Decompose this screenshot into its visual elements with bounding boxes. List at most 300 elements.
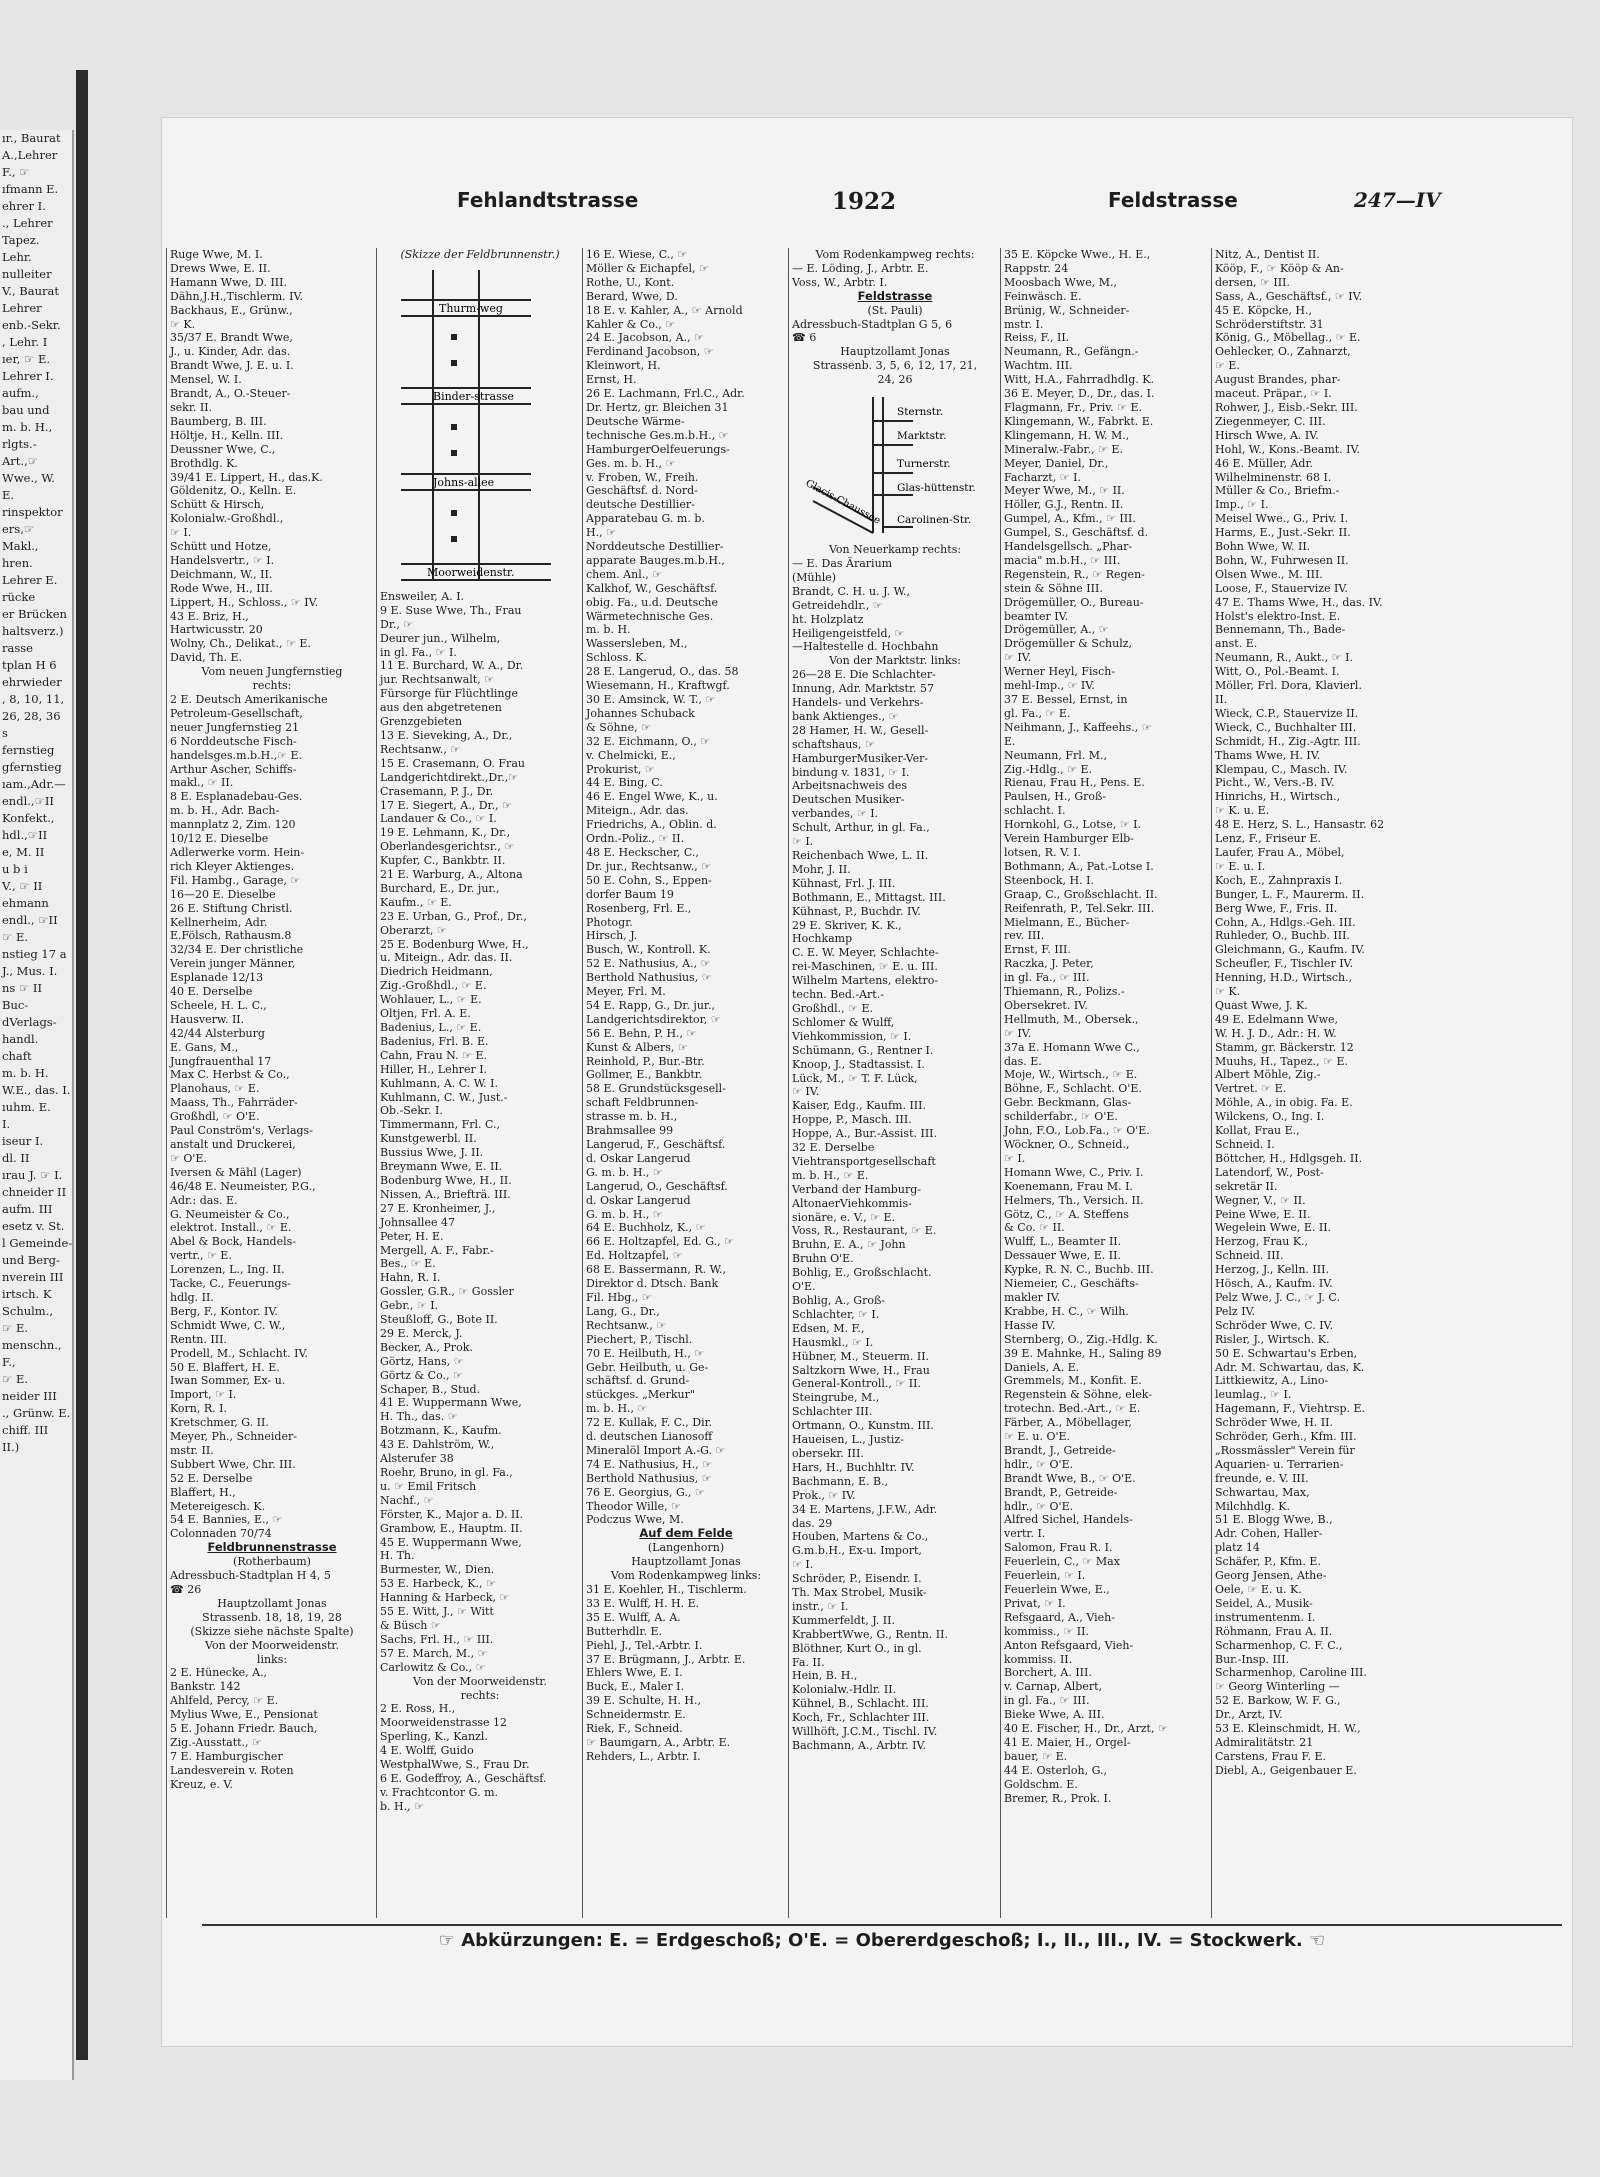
directory-entry-line: Kalkhof, W., Geschäftsf. xyxy=(586,581,718,595)
directory-entry-line: dersen, ☞ III. xyxy=(1215,275,1290,289)
directory-entry-line: in gl. Fa., ☞ I. xyxy=(380,645,457,659)
scan-edge xyxy=(76,70,88,2060)
directory-entry-line: 50 E. Cohn, S., Eppen- xyxy=(586,873,712,887)
directory-entry-line: 40 E. Derselbe xyxy=(170,985,253,999)
directory-entry-line: Deutschen Musiker- xyxy=(792,793,905,807)
previous-page-line: nulleiter xyxy=(2,267,52,281)
header-right-street: Feldstrasse xyxy=(1108,188,1238,212)
previous-page-line: neider III xyxy=(2,1389,57,1403)
directory-entry-line: (Mühle) xyxy=(792,570,837,584)
street-sketch-svg xyxy=(381,264,576,586)
directory-entry-line: Hagemann, F., Viehtrsp. E. xyxy=(1215,1402,1366,1416)
directory-entry-line: Bohn, W., Fuhrwesen II. xyxy=(1215,553,1349,567)
directory-entry-line: Berard, Wwe, D. xyxy=(586,289,678,303)
directory-entry-line: 44 E. Osterloh, G., xyxy=(1004,1763,1107,1777)
directory-entry-line: hdlr., ☞ O'E. xyxy=(1004,1499,1074,1513)
directory-entry-line: m. b. H., ☞ E. xyxy=(792,1168,869,1182)
directory-entry-line: Hirsch, J. xyxy=(586,929,638,943)
directory-entry-line: Rosenberg, Frl. E., xyxy=(586,901,692,915)
directory-entry-line: 34 E. Martens, J.F.W., Adr. xyxy=(792,1502,938,1516)
directory-entry-line: Koch, Fr., Schlachter III. xyxy=(792,1711,930,1725)
directory-entry-line: Lenz, F., Friseur E. xyxy=(1215,832,1322,846)
previous-page-line: ns ☞ II xyxy=(2,981,43,995)
directory-entry-line: Wohlauer, L., ☞ E. xyxy=(380,993,482,1007)
directory-entry-line: Brandt Wwe, J. E. u. I. xyxy=(170,359,294,373)
directory-entry-line: Möller, Frl. Dora, Klavierl. xyxy=(1215,679,1362,693)
directory-entry-line: 33 E. Wulff, H. H. E. xyxy=(586,1596,700,1610)
directory-entry-line: Bur.-Insp. III. xyxy=(1215,1652,1290,1666)
directory-entry-line: macia" m.b.H., ☞ III. xyxy=(1004,553,1121,567)
directory-entry-line: Großhdl., ☞ E. xyxy=(792,1001,874,1015)
directory-entry-line: Carlowitz & Co., ☞ xyxy=(380,1660,486,1674)
directory-entry-line: Schmidt, H., Zig.-Agtr. III. xyxy=(1215,734,1361,748)
directory-entry-line: 27 E. Kronheimer, J., xyxy=(380,1201,496,1215)
directory-entry-line: Ruge Wwe, M. I. xyxy=(170,248,263,261)
directory-entry-line: John, F.O., Lob.Fa., ☞ O'E. xyxy=(1004,1124,1150,1138)
directory-entry-line: Ortmann, O., Kunstm. III. xyxy=(792,1419,934,1433)
directory-entry-line: 41 E. Wuppermann Wwe, xyxy=(380,1396,522,1410)
directory-entry-line: d. Oskar Langerud xyxy=(586,1151,691,1165)
directory-entry-line: Obersekret. IV. xyxy=(1004,998,1088,1012)
directory-entry-line: Hirsch Wwe, A. IV. xyxy=(1215,428,1319,442)
directory-entry-line: Anton Refsgaard, Vieh- xyxy=(1004,1638,1134,1652)
directory-entry-line: II. xyxy=(1215,693,1228,706)
directory-entry-line: Ferdinand Jacobson, ☞ xyxy=(586,345,714,359)
directory-entry-line: Regenstein, R., ☞ Regen- xyxy=(1004,567,1145,581)
directory-entry-line: Nitz, A., Dentist II. xyxy=(1215,248,1320,261)
directory-entry-line: Becker, A., Prok. xyxy=(380,1340,473,1354)
directory-entry-line: Verein junger Männer, xyxy=(170,957,296,971)
previous-page-line: tplan H 6 xyxy=(2,658,57,672)
map-label-marktstr: Marktstr. xyxy=(897,430,947,443)
directory-entry-line: Brünig, W., Schneider- xyxy=(1004,303,1130,317)
previous-page-line: Lehrer xyxy=(2,301,42,315)
directory-entry-line: Lorenzen, L., Ing. II. xyxy=(170,1263,285,1277)
directory-entry-line: Koenemann, Frau M. I. xyxy=(1004,1179,1133,1193)
directory-entry-line: chem. Anl., ☞ xyxy=(586,567,663,581)
directory-entry-line: Ehlers Wwe, E. I. xyxy=(586,1666,683,1680)
directory-entry-line: Gebr., ☞ I. xyxy=(380,1299,439,1313)
directory-entry-line: 24, 26 xyxy=(877,373,913,387)
directory-entry-line: Schwartau, Max, xyxy=(1215,1485,1310,1499)
previous-page-line: F., xyxy=(2,1355,16,1369)
previous-page-line: J., Mus. I. xyxy=(2,964,58,978)
directory-entry-line: Schütt & Hirsch, xyxy=(170,498,265,512)
directory-entry-line: Drögemüller, A., ☞ xyxy=(1004,623,1109,637)
directory-entry-line: bank Aktienges., ☞ xyxy=(792,709,899,723)
directory-entry-line: Schröder Wwe, H. II. xyxy=(1215,1416,1333,1430)
directory-entry-line: ☞ I. xyxy=(170,526,192,540)
directory-entry-line: Berthold Nathusius, ☞ xyxy=(586,971,712,985)
directory-entry-line: Admiralitätstr. 21 xyxy=(1215,1735,1314,1749)
directory-entry-line: 13 E. Sieveking, A., Dr., xyxy=(380,728,513,742)
directory-entry-line: 17 E. Siegert, A., Dr., ☞ xyxy=(380,798,512,812)
directory-entry-line: 49 E. Edelmann Wwe, xyxy=(1215,1012,1338,1026)
directory-entry-line: Diebl, A., Geigenbauer E. xyxy=(1215,1763,1357,1777)
directory-entry-line: Strassenb. 18, 18, 19, 28 xyxy=(202,1610,342,1624)
directory-entry-line: schaft Feldbrunnen- xyxy=(586,1096,699,1110)
directory-entry-line: 8 E. Esplanadebau-Ges. xyxy=(170,790,303,804)
directory-entry-line: Rappstr. 24 xyxy=(1004,261,1069,275)
directory-entry-line: Podczus Wwe, M. xyxy=(586,1513,684,1527)
directory-entry-line: Sternberg, O., Zig.-Hdlg. K. xyxy=(1004,1332,1158,1346)
directory-entry-line: Deurer jun., Wilhelm, xyxy=(380,631,501,645)
directory-entry-line: 48 E. Heckscher, C., xyxy=(586,845,699,859)
directory-entry-line: Ahlfeld, Percy, ☞ E. xyxy=(170,1694,279,1708)
directory-entry-line: Handelsvertr., ☞ I. xyxy=(170,553,275,567)
directory-entry-line: Lang, G., Dr., xyxy=(586,1304,660,1318)
directory-entry-line: Drögemüller, O., Bureau- xyxy=(1004,595,1144,609)
directory-entry-line: Hösch, A., Kaufm. IV. xyxy=(1215,1277,1333,1291)
directory-entry-line: Colonnaden 70/74 xyxy=(170,1527,272,1541)
directory-entry-line: Houben, Martens & Co., xyxy=(792,1530,929,1544)
directory-entry-line: 46 E. Müller, Adr. xyxy=(1215,456,1313,470)
directory-entry-line: Klingemann, W., Fabrkt. E. xyxy=(1004,414,1154,428)
directory-entry-line: Brandt, C. H. u. J. W., xyxy=(792,584,911,598)
previous-page-line: s xyxy=(2,726,8,740)
directory-entry-line: Loose, F., Stauervize IV. xyxy=(1215,581,1348,595)
previous-page-line: haltsverz.) xyxy=(2,624,64,638)
directory-entry-line: strasse m. b. H., xyxy=(586,1110,678,1124)
directory-entry-line: maceut. Präpar., ☞ I. xyxy=(1215,387,1332,401)
directory-entry-line: Von der Moorweidenstr. xyxy=(205,1638,339,1652)
directory-entry-line: Oele, ☞ E. u. K. xyxy=(1215,1583,1302,1596)
directory-entry-line: Metereigesch. K. xyxy=(170,1499,266,1513)
directory-entry-line: 15 E. Crasemann, O. Frau xyxy=(380,756,525,770)
directory-entry-line: schaftshaus, ☞ xyxy=(792,737,875,751)
directory-entry-line: Graap, C., Großschlacht. II. xyxy=(1004,887,1158,901)
directory-entry-line: KrabbertWwe, G., Rentn. II. xyxy=(792,1627,948,1641)
directory-entry-line: Feuerlein, ☞ I. xyxy=(1004,1569,1086,1583)
directory-entry-line: Apparatebau G. m. b. xyxy=(586,512,705,526)
directory-entry-line: ☞ E. u. O'E. xyxy=(1004,1430,1071,1444)
previous-page-line: Lehrer E. xyxy=(2,573,58,587)
directory-entry-line: Wassersleben, M., xyxy=(586,637,688,651)
directory-entry-line: schäftsf. d. Grund- xyxy=(586,1374,690,1388)
directory-entry-line: gl. Fa., ☞ E. xyxy=(1004,706,1071,720)
directory-entry-line: Daniels, A. E. xyxy=(1004,1360,1080,1374)
previous-page-line: er Brücken xyxy=(2,607,67,621)
directory-entry-line: kommiss. II. xyxy=(1004,1652,1073,1666)
directory-entry-line: Schlachter III. xyxy=(792,1405,873,1419)
directory-entry-line: 55 E. Witt, J., ☞ Witt xyxy=(380,1605,494,1619)
directory-entry-line: Krabbe, H. C., ☞ Wilh. xyxy=(1004,1304,1129,1318)
directory-entry-line: Gremmels, M., Konfit. E. xyxy=(1004,1374,1142,1388)
map-caption: (Skizze der Feldbrunnenstr.) xyxy=(400,248,560,261)
directory-entry-line: Kuhlmann, C. W., Just.- xyxy=(380,1090,508,1104)
directory-entry-line: Abel & Bock, Handels- xyxy=(170,1235,296,1249)
directory-entry-line: — E. Das Ärarium xyxy=(792,556,893,570)
directory-entry-line: in gl. Fa., ☞ III. xyxy=(1004,971,1090,985)
directory-entry-line: Hauptzollamt Jonas xyxy=(217,1596,327,1610)
directory-entry-line: 52 E. Derselbe xyxy=(170,1471,253,1485)
directory-entry-line: ☞ IV. xyxy=(792,1085,820,1099)
directory-entry-line: —Haltestelle d. Hochbahn xyxy=(792,640,939,654)
directory-entry-line: Thams Wwe, H. IV. xyxy=(1215,748,1321,762)
directory-entry-line: Schäfer, P., Kfm. E. xyxy=(1215,1555,1321,1569)
previous-page-line: rlgts.- xyxy=(2,437,37,451)
directory-entry-line: 6 Norddeutsche Fisch- xyxy=(170,734,297,748)
directory-entry-line: 64 E. Buchholz, K., ☞ xyxy=(586,1221,706,1235)
directory-entry-line: dorfer Baum 19 xyxy=(586,887,674,901)
directory-entry-line: Bieke Wwe, A. III. xyxy=(1004,1708,1105,1722)
directory-entry-line: Brandt, J., Getreide- xyxy=(1004,1443,1116,1457)
directory-entry-line: Henning, H.D., Wirtsch., xyxy=(1215,971,1353,985)
directory-entry-line: 32/34 E. Der christliche xyxy=(170,943,304,957)
directory-entry-line: H. Th., das. ☞ xyxy=(380,1410,458,1424)
directory-entry-line: Berthold Nathusius, ☞ xyxy=(586,1471,712,1485)
directory-entry-line: 37 E. Bessel, Ernst, in xyxy=(1004,693,1128,706)
column-2 xyxy=(376,248,580,1918)
directory-entry-line: Peter, H. E. xyxy=(380,1229,444,1243)
directory-entry-line: August Brandes, phar- xyxy=(1215,373,1341,387)
directory-entry-line: Deichmann, W., II. xyxy=(170,567,273,581)
directory-entry-line: bindung v. 1831, ☞ I. xyxy=(792,765,910,779)
directory-entry-line: 32 E. Derselbe xyxy=(792,1141,875,1155)
previous-page-line: aufm. III xyxy=(2,1202,53,1216)
previous-page-line: ıam.,Adr.— xyxy=(2,777,66,791)
previous-page-line: fernstieg xyxy=(2,743,55,757)
directory-entry-line: Maass, Th., Fahrräder- xyxy=(170,1096,298,1110)
directory-entry-line: Feuerlein, C., ☞ Max xyxy=(1004,1555,1120,1569)
directory-entry-line: 28 E. Langerud, O., das. 58 xyxy=(586,665,739,679)
directory-entry-line: Landauer & Co., ☞ I. xyxy=(380,812,497,826)
directory-entry-line: Feinwäsch. E. xyxy=(1004,289,1082,303)
directory-entry-line: 36 E. Meyer, D., Dr., das. I. xyxy=(1004,387,1155,401)
directory-entry-line: Petroleum-Gesellschaft, xyxy=(170,706,303,720)
directory-entry-line: 39 E. Mahnke, H., Saling 89 xyxy=(1004,1346,1162,1360)
directory-entry-line: Refsgaard, A., Vieh- xyxy=(1004,1610,1115,1624)
directory-entry-line: Ernst, F. III. xyxy=(1004,943,1071,957)
directory-entry-line: 39 E. Schulte, H. H., xyxy=(586,1694,701,1708)
directory-entry-line: König, G., Möbellag., ☞ E. xyxy=(1215,331,1361,345)
directory-entry-line: Harms, E., Just.-Sekr. II. xyxy=(1215,526,1351,540)
directory-entry-line: ☎ 6 xyxy=(792,331,817,345)
directory-entry-line: 54 E. Rapp, G., Dr. jur., xyxy=(586,998,715,1012)
directory-entry-line: Feuerlein Wwe, E., xyxy=(1004,1583,1110,1596)
directory-entry-line: 25 E. Bodenburg Wwe, H., xyxy=(380,937,529,951)
directory-entry-line: Schlomer & Wulff, xyxy=(792,1015,895,1029)
directory-entry-line: Hinrichs, H., Wirtsch., xyxy=(1215,790,1341,804)
directory-entry-line: Vom Rodenkampweg rechts: xyxy=(815,248,975,261)
previous-page-line: rücke xyxy=(2,590,36,604)
directory-entry-line: Bachmann, E. B., xyxy=(792,1474,889,1488)
previous-page-line: II.) xyxy=(2,1440,20,1454)
directory-entry-line: 51 E. Blogg Wwe, B., xyxy=(1215,1513,1333,1527)
directory-entry-line: m. b. H., ☞ xyxy=(586,1402,648,1416)
previous-page-line: ., Lehrer xyxy=(2,216,53,230)
directory-entry-line: Grambow, E., Hauptm. II. xyxy=(380,1521,523,1535)
directory-entry-line: Dähn,J.H.,Tischlerm. IV. xyxy=(170,289,303,303)
directory-entry-line: Ruhleder, O., Buchb. III. xyxy=(1215,929,1350,943)
directory-entry-line: obig. Fa., u.d. Deutsche xyxy=(586,595,718,609)
directory-entry-line: Wulff, L., Beamter II. xyxy=(1004,1235,1122,1249)
directory-entry-line: 31 E. Koehler, H., Tischlerm. xyxy=(586,1583,747,1596)
directory-entry-line: Hornkohl, G., Lotse, ☞ I. xyxy=(1004,818,1142,832)
directory-entry-line: (St. Pauli) xyxy=(867,303,923,317)
directory-entry-line: Landgerichtsdirektor, ☞ xyxy=(586,1012,721,1026)
directory-entry-line: 2 E. Ross, H., xyxy=(380,1702,456,1716)
column-3 xyxy=(582,248,786,1918)
directory-entry-line: Heiligengeistfeld, ☞ xyxy=(792,626,905,640)
previous-page-line: ., Grünw. E. xyxy=(2,1406,71,1420)
directory-entry-line: Th. Max Strobel, Musik- xyxy=(792,1586,927,1600)
previous-page-line: dl. II xyxy=(2,1151,30,1165)
directory-entry-line: Rothe, U., Kont. xyxy=(586,275,675,289)
directory-entry-line: Berg Wwe, F., Fris. II. xyxy=(1215,901,1338,915)
previous-page-line: Makl., xyxy=(2,539,39,553)
directory-entry-line: Ernst, H. xyxy=(586,373,637,387)
directory-entry-line: d. Oskar Langerud xyxy=(586,1193,691,1207)
directory-entry-line: Bennemann, Th., Bade- xyxy=(1215,623,1346,637)
directory-entry-line: Reifenrath, P., Tel.Sekr. III. xyxy=(1004,901,1155,915)
directory-entry-line: Sperling, K., Kanzl. xyxy=(380,1730,488,1744)
directory-entry-line: Muuhs, H., Tapez., ☞ E. xyxy=(1215,1054,1348,1068)
directory-entry-line: Möller & Eichapfel, ☞ xyxy=(586,261,709,275)
directory-entry-line: Mergell, A. F., Fabr.- xyxy=(380,1243,494,1257)
directory-entry-line: Bruhn, E. A., ☞ John xyxy=(792,1238,906,1252)
directory-entry-line: Kaufm., ☞ E. xyxy=(380,895,452,909)
directory-entry-line: Quast Wwe, J. K. xyxy=(1215,998,1308,1012)
directory-entry-line: Badenius, Frl. B. E. xyxy=(380,1034,489,1048)
directory-entry-line: Voss, W., Arbtr. I. xyxy=(792,275,888,289)
directory-entry-line: Wolny, Ch., Delikat., ☞ E. xyxy=(170,637,311,651)
directory-entry-line: Kunst & Albers, ☞ xyxy=(586,1040,688,1054)
directory-entry-line: Rode Wwe, H., III. xyxy=(170,581,273,595)
directory-entry-line: Scharmenhop, C. F. C., xyxy=(1215,1638,1343,1652)
directory-entry-line: Koch, E., Zahnpraxis I. xyxy=(1215,873,1343,887)
directory-entry-line: Adlerwerke vorm. Hein- xyxy=(170,845,305,859)
directory-entry-line: H. Th. xyxy=(380,1549,415,1563)
directory-entry-line: rechts: xyxy=(252,679,292,693)
directory-entry-line: Rentn. III. xyxy=(170,1332,227,1346)
directory-entry-line: das. 29 xyxy=(792,1516,833,1530)
directory-entry-line: Fürsorge für Flüchtlinge xyxy=(380,687,519,701)
previous-page-line: ıer, ☞ E. xyxy=(2,352,51,366)
directory-entry-line: 19 E. Lehmann, K., Dr., xyxy=(380,826,511,840)
directory-entry-line: Alfred Sichel, Handels- xyxy=(1004,1513,1133,1527)
directory-entry-line: Hiller, H., Lehrer I. xyxy=(380,1062,488,1076)
directory-entry-line: Scharmenhop, Caroline III. xyxy=(1215,1666,1367,1680)
previous-page-line: E. xyxy=(2,488,15,502)
directory-entry-line: instrumentenm. I. xyxy=(1215,1610,1316,1624)
directory-entry-line: Schröder, P., Eisendr. I. xyxy=(792,1572,922,1586)
previous-page-line: esetz v. St. xyxy=(2,1219,65,1233)
directory-entry-line: m. b. H. xyxy=(586,623,631,637)
previous-page-line: A.,Lehrer xyxy=(2,148,58,162)
directory-entry-line: Raczka, J. Peter, xyxy=(1004,957,1094,971)
directory-entry-line: Mohr, J. II. xyxy=(792,862,851,876)
previous-page-line: handl. xyxy=(2,1032,39,1046)
directory-entry-line: Schlachter, ☞ I. xyxy=(792,1307,880,1321)
directory-entry-line: J., u. Kinder, Adr. das. xyxy=(170,345,291,359)
directory-entry-line: Rienau, Frau H., Pens. E. xyxy=(1004,776,1145,790)
directory-entry-line: HamburgerOelfeuerungs- xyxy=(586,442,730,456)
previous-page-line: Art.,☞ xyxy=(2,454,39,468)
directory-entry-line: Gollmer, E., Bankbtr. xyxy=(586,1068,703,1082)
directory-entry-line: 30 E. Amsinck, W. T., ☞ xyxy=(586,693,716,706)
directory-entry-line: Wieck, C., Buchhalter III. xyxy=(1215,720,1357,734)
previous-page-line: menschn., xyxy=(2,1338,62,1352)
directory-entry-line: instr., ☞ I. xyxy=(792,1599,849,1613)
directory-entry-line: Bussius Wwe, J. II. xyxy=(380,1146,484,1160)
directory-entry-line: 35 E. Wulff, A. A. xyxy=(586,1610,681,1624)
directory-entry-line: Dr. Hertz, gr. Bleichen 31 xyxy=(586,400,729,414)
directory-entry-line: Bankstr. 142 xyxy=(170,1680,241,1694)
directory-entry-line: m. b. H., Adr. Bach- xyxy=(170,804,280,818)
directory-entry-line: Göldenitz, O., Kelln. E. xyxy=(170,484,297,498)
directory-entry-line: Von Neuerkamp rechts: xyxy=(828,543,962,557)
header-year: 1922 xyxy=(832,188,897,215)
directory-entry-line: Adr. M. Schwartau, das. K. xyxy=(1215,1360,1365,1374)
previous-page-line: Buc- xyxy=(2,998,29,1012)
previous-page-line: Tapez. xyxy=(2,233,40,247)
directory-entry-line: Zig.-Großhdl., ☞ E. xyxy=(380,979,487,993)
column-1 xyxy=(166,248,374,1918)
directory-entry-line: makler IV. xyxy=(1004,1290,1061,1304)
directory-entry-line: Risler, J., Wirtsch. K. xyxy=(1215,1332,1330,1346)
column-2-entries xyxy=(377,590,580,1814)
directory-entry-line: AltonaerViehkommis- xyxy=(792,1196,912,1210)
directory-entry-line: 53 E. Harbeck, K., ☞ xyxy=(380,1577,496,1591)
directory-entry-line: Scheele, H. L. C., xyxy=(170,998,267,1012)
map-label-thurmweg: Thurm-weg xyxy=(439,301,503,315)
directory-entry-line: Alsterufer 38 xyxy=(380,1452,454,1466)
directory-entry-line: Kunstgewerbl. II. xyxy=(380,1132,477,1146)
previous-page-line: ıuhm. E. xyxy=(2,1100,51,1114)
directory-entry-line: Grenzgebieten xyxy=(380,715,463,729)
directory-entry-line: 23 E. Urban, G., Prof., Dr., xyxy=(380,909,527,923)
previous-page-line: hdl.,☞II xyxy=(2,828,48,842)
directory-entry-line: v. Chelmicki, E., xyxy=(586,748,676,762)
directory-entry-line: Höltje, H., Kelln. III. xyxy=(170,428,284,442)
directory-entry-line: ☞ Georg Winterling — xyxy=(1215,1680,1340,1694)
previous-page-line: F., ☞ xyxy=(2,165,30,179)
directory-entry-line: Mylius Wwe, E., Pensionat xyxy=(170,1708,318,1722)
directory-entry-line: Theodor Wille, ☞ xyxy=(586,1499,682,1513)
directory-entry-line: Cohn, A., Hdlgs.-Geh. III. xyxy=(1215,915,1356,929)
directory-entry-line: Direktor d. Dtsch. Bank xyxy=(586,1277,719,1291)
directory-entry-line: Ob.-Sekr. I. xyxy=(380,1104,443,1118)
previous-page-line: V., Baurat xyxy=(2,284,59,298)
directory-entry-line: 4 E. Wolff, Guido xyxy=(380,1744,474,1758)
street-sketch-feldbrunnenstrasse xyxy=(381,264,576,586)
directory-entry-line: Hoppe, P., Masch. III. xyxy=(792,1113,912,1127)
directory-entry-line: Import, ☞ I. xyxy=(170,1388,237,1402)
directory-entry-line: Rehders, L., Arbtr. I. xyxy=(586,1749,701,1763)
directory-entry-line: trotechn. Bed.-Art., ☞ E. xyxy=(1004,1402,1141,1416)
directory-entry-line: Brahmsallee 99 xyxy=(586,1124,674,1138)
directory-entry-line: Johannes Schuback xyxy=(586,706,695,720)
directory-entry-line: Langerud, O., Geschäftsf. xyxy=(586,1179,728,1193)
directory-entry-line: 29 E. Merck, J. xyxy=(380,1326,463,1340)
directory-entry-line: Nachf., ☞ xyxy=(380,1493,434,1507)
directory-entry-line: Getreidehdlr., ☞ xyxy=(792,598,883,612)
directory-entry-line: Nissen, A., Briefträ. III. xyxy=(380,1187,511,1201)
directory-entry-line: Piehl, J., Tel.-Arbtr. I. xyxy=(586,1638,703,1652)
directory-entry-line: Schneid. I. xyxy=(1215,1138,1275,1151)
directory-entry-line: Adr. Cohen, Haller- xyxy=(1215,1527,1323,1541)
directory-entry-line: Meyer, Daniel, Dr., xyxy=(1004,456,1109,470)
directory-entry-line: mstr. I. xyxy=(1004,317,1044,331)
directory-entry-line: Drews Wwe, E. II. xyxy=(170,261,271,275)
directory-entry-line: Friedrichs, A., Oblin. d. xyxy=(586,818,717,832)
directory-entry-line: vertr., ☞ E. xyxy=(170,1249,232,1263)
directory-entry-line: 50 E. Schwartau's Erben, xyxy=(1215,1346,1358,1360)
previous-page-line: ehmann xyxy=(2,896,49,910)
previous-page-line: W.E., das. I. xyxy=(2,1083,71,1097)
directory-page xyxy=(162,118,1572,2046)
